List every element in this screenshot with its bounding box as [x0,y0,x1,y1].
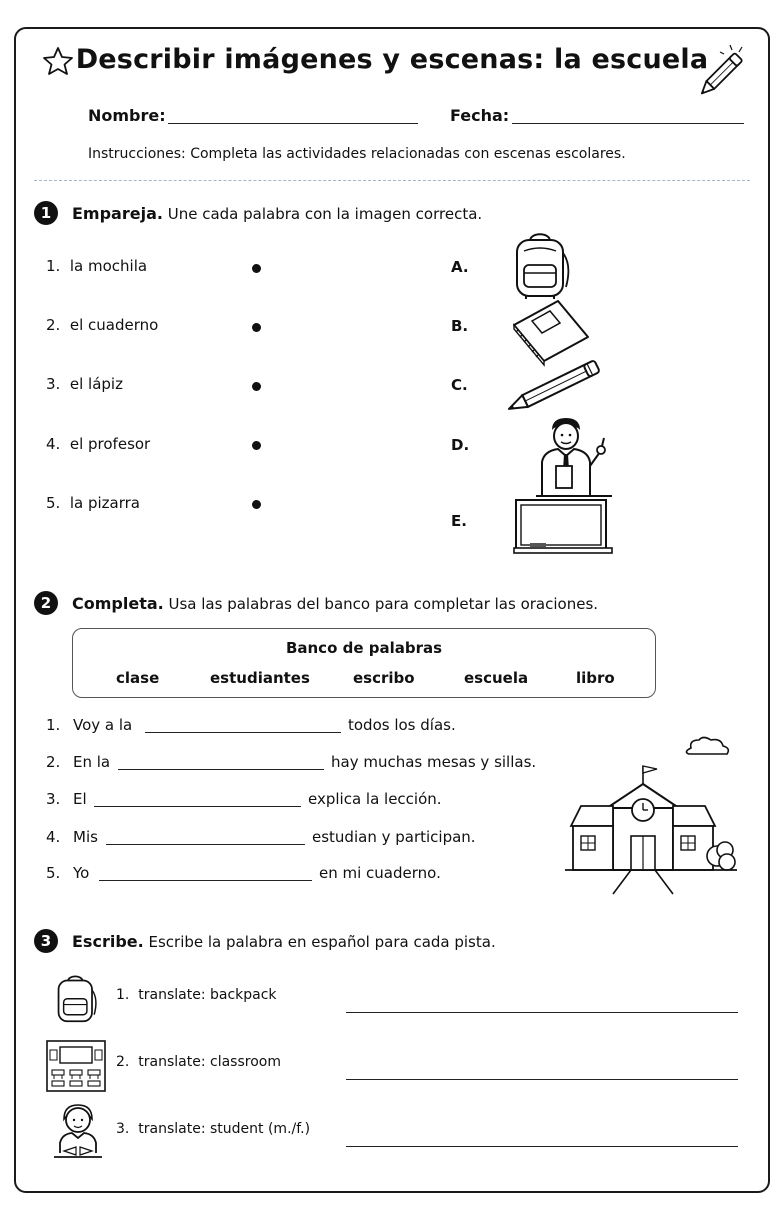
item-word: el cuaderno [69,316,159,334]
blank-field[interactable] [99,864,312,881]
item-number: 1. [46,257,61,275]
section-1-title: Empareja. [72,204,163,223]
clue-3 [116,1121,310,1137]
bank-word: estudiantes [210,669,310,687]
sentence-start: En la [73,753,111,771]
section-number-3: 3 [34,929,58,953]
backpack-icon [508,229,574,299]
match-dot[interactable] [252,264,261,273]
bank-word: escuela [464,669,529,687]
school-building-icon [565,738,737,894]
clue-number: 2. [116,1054,130,1070]
clue-text: translate: backpack [138,987,277,1003]
student-icon [52,1103,104,1165]
bank-word: clase [116,669,160,687]
classroom-icon [46,1040,106,1092]
sentence-end: estudian y participan. [312,828,476,846]
teacher-icon [536,416,612,498]
option-letter-e: E. [451,512,467,530]
whiteboard-icon [512,498,614,556]
sentence-end: hay muchas mesas y sillas. [331,753,537,771]
section-2-heading [72,594,598,613]
sentence-start: El [73,790,87,808]
section-1-instruction: Une cada palabra con la imagen correcta. [167,205,483,223]
match-item-1 [46,257,147,275]
nombre-label: Nombre: [88,106,166,125]
item-word: el lápiz [69,375,123,393]
section-3-title: Escribe. [72,932,144,951]
sentence-number: 3. [46,790,61,808]
answer-field[interactable] [346,1063,738,1080]
pencil-icon [692,44,752,100]
answer-field[interactable] [346,1130,738,1147]
option-letter-a: A. [451,258,469,276]
item-number: 5. [46,494,61,512]
item-word: el profesor [69,435,151,453]
notebook-icon [510,299,590,363]
blank-field[interactable] [94,790,301,807]
option-letter-b: B. [451,317,469,335]
sentence-start: Yo [73,864,90,882]
answer-field[interactable] [346,996,738,1013]
backpack-icon [52,972,100,1024]
match-dot[interactable] [252,500,261,509]
section-number-1: 1 [34,201,58,225]
item-number: 2. [46,316,61,334]
word-bank [72,628,656,698]
section-1-heading [72,204,482,223]
sentence-start: Voy a la [73,716,133,734]
clue-text: translate: student (m./f.) [138,1121,311,1137]
sentence-end: todos los días. [348,716,456,734]
item-number: 4. [46,435,61,453]
sentence-start: Mis [73,828,98,846]
sentence-number: 5. [46,864,61,882]
bank-word: libro [576,669,615,687]
blank-field[interactable] [118,753,324,770]
match-item-5 [46,494,140,512]
blank-field[interactable] [145,716,341,733]
section-number-2: 2 [34,591,58,615]
match-item-2 [46,316,158,334]
fecha-label: Fecha: [450,106,510,125]
clue-1 [116,987,277,1003]
option-letter-c: C. [451,376,468,394]
item-number: 3. [46,375,61,393]
pencil-icon [502,360,608,414]
section-2-title: Completa. [72,594,164,613]
clue-2 [116,1054,281,1070]
clue-text: translate: classroom [138,1054,281,1070]
match-item-4 [46,435,150,453]
item-word: la mochila [69,257,148,275]
section-2-instruction: Usa las palabras del banco para completar las oraciones. [168,595,599,613]
option-letter-d: D. [451,436,470,454]
sentence-end: explica la lección. [308,790,442,808]
sentence-number: 2. [46,753,61,771]
clue-number: 3. [116,1121,130,1137]
match-item-3 [46,375,123,393]
match-dot[interactable] [252,441,261,450]
sentence-number: 4. [46,828,61,846]
section-3-instruction: Escribe la palabra en español para cada pista. [148,933,496,951]
word-bank-title: Banco de palabras [285,639,443,657]
divider [34,180,750,181]
section-3-heading [72,932,496,951]
item-word: la pizarra [69,494,141,512]
sentence-number: 1. [46,716,61,734]
nombre-field[interactable] [168,107,418,124]
blank-field[interactable] [106,828,305,845]
match-dot[interactable] [252,382,261,391]
page-title: Describir imágenes y escenas: la escuela [75,44,709,75]
fecha-field[interactable] [512,107,744,124]
match-dot[interactable] [252,323,261,332]
sentence-end: en mi cuaderno. [319,864,441,882]
instructions: Instrucciones: Completa las actividades relacionadas con escenas escolares. [88,146,626,162]
clue-number: 1. [116,987,130,1003]
bank-word: escribo [353,669,415,687]
